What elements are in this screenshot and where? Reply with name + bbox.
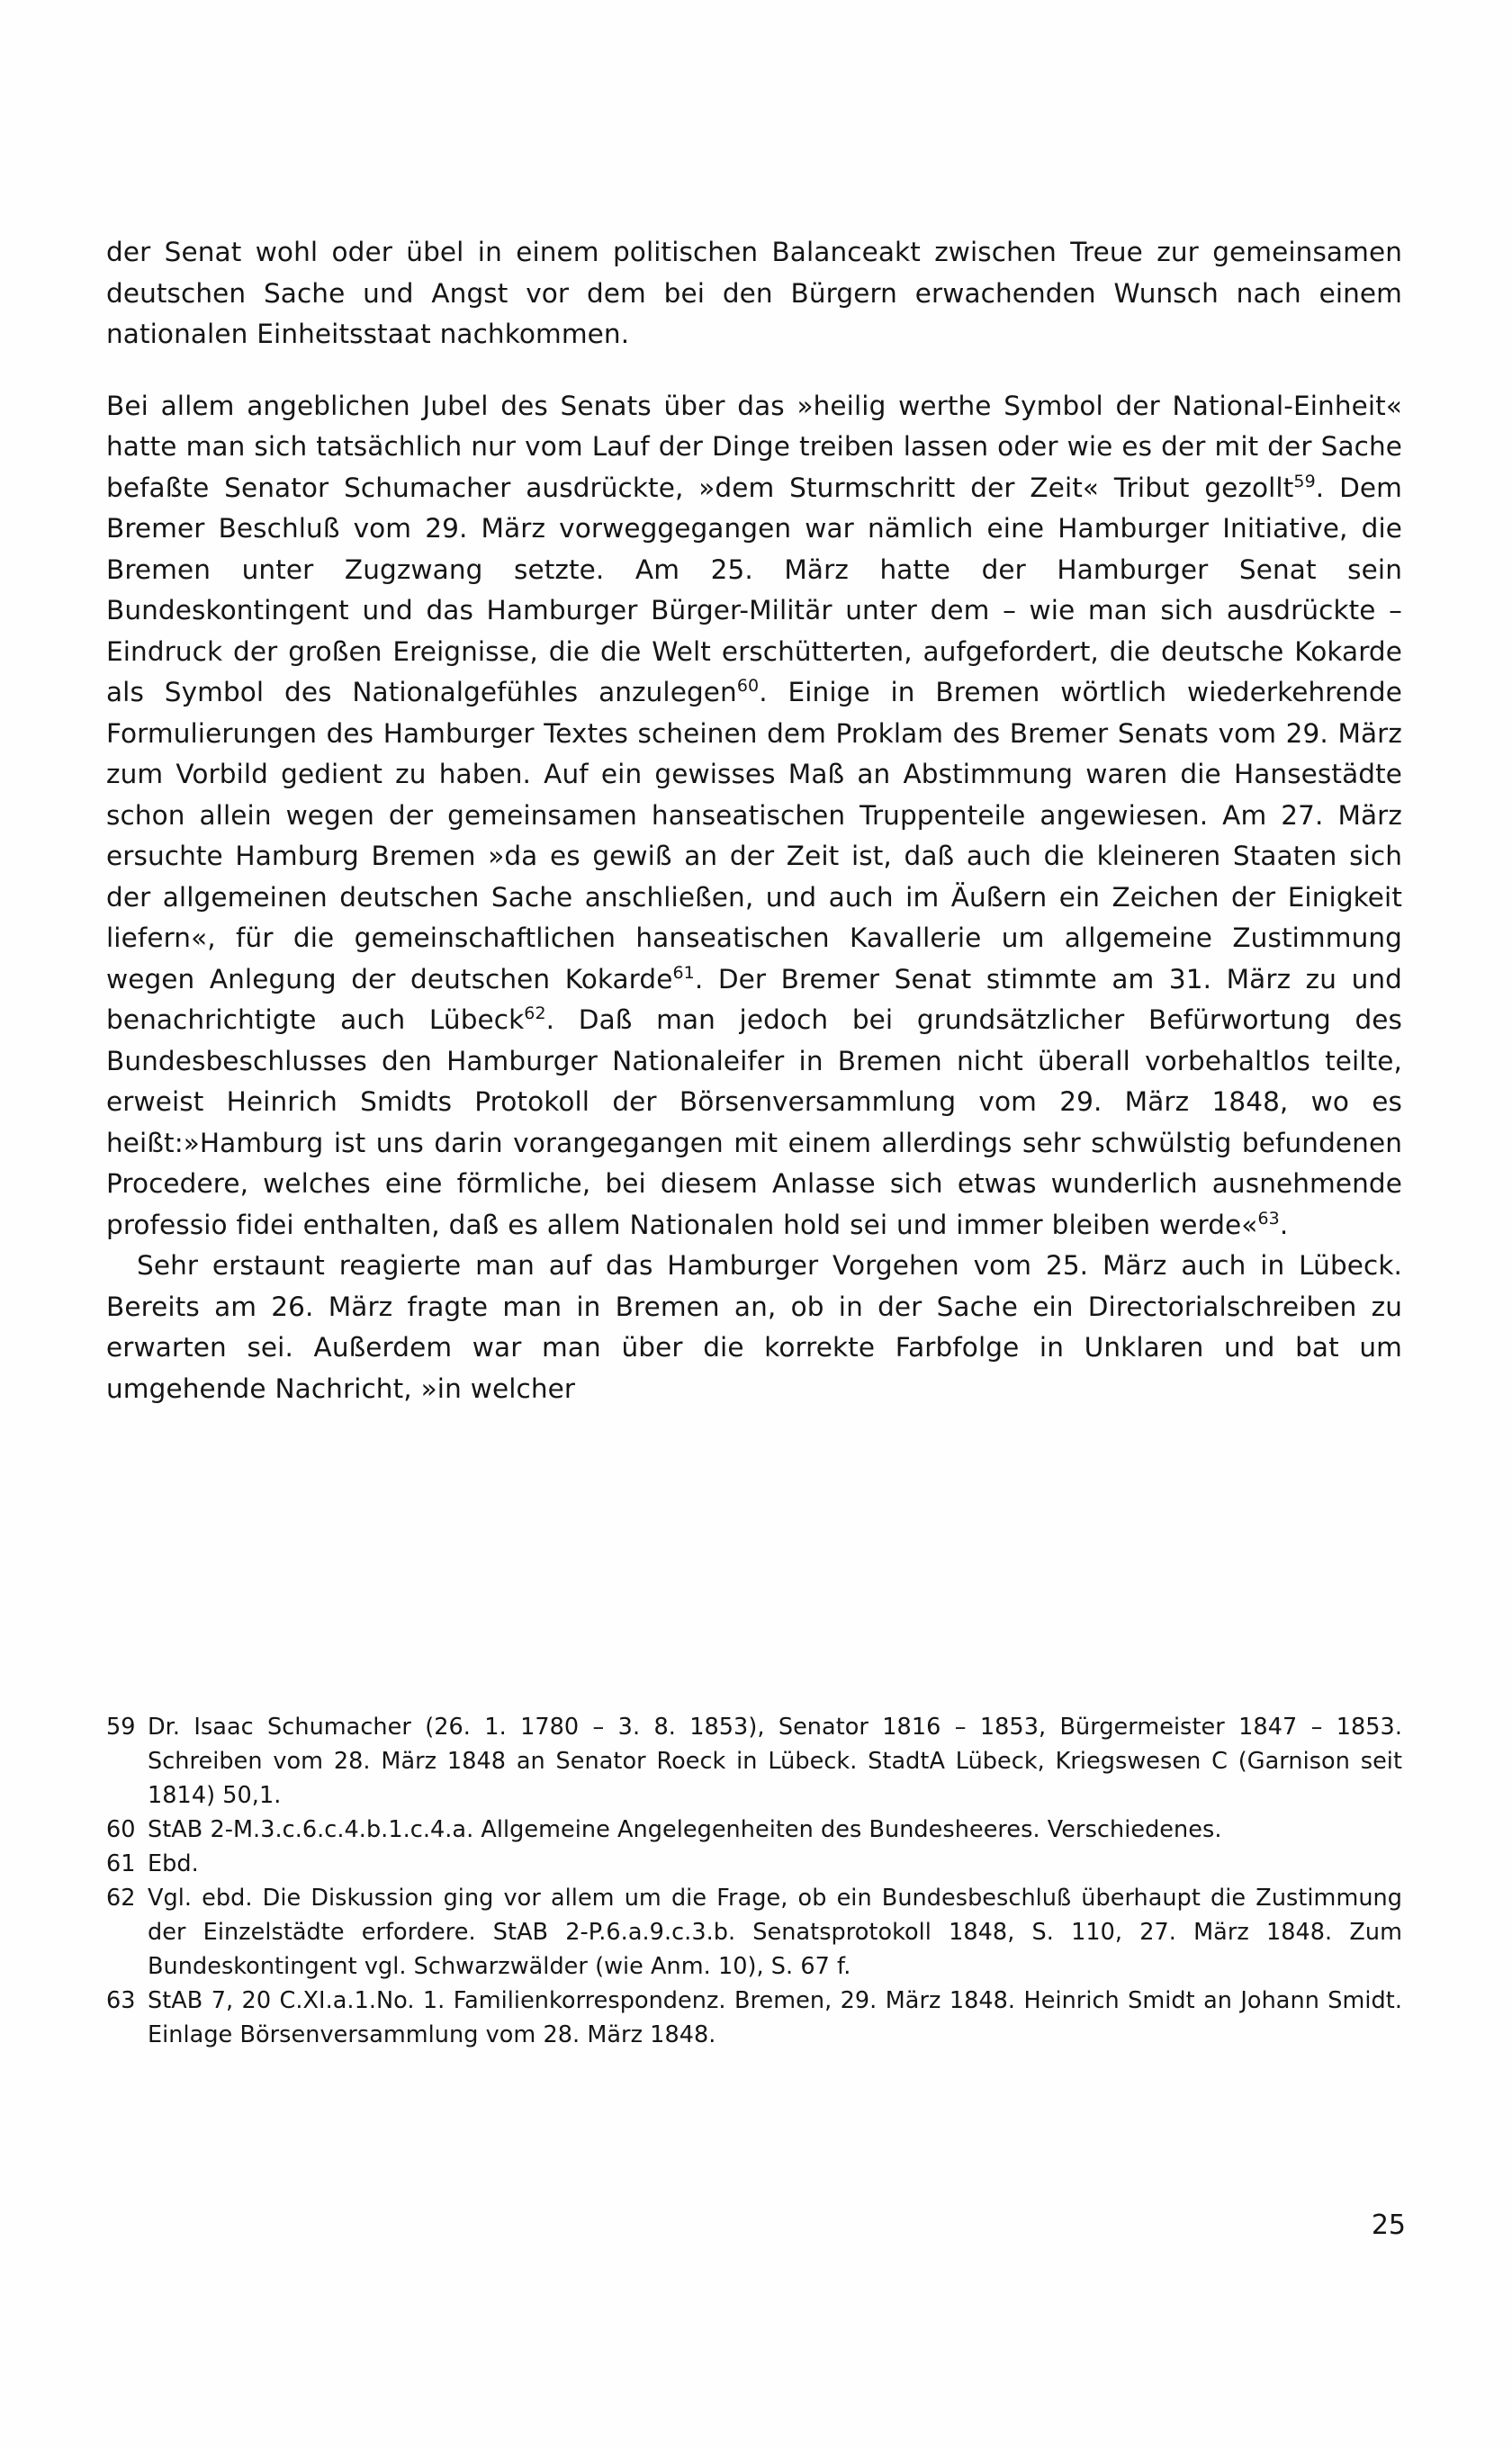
- footnote-ref-60[interactable]: 60: [736, 676, 760, 697]
- footnote-text: Ebd.: [148, 1850, 199, 1877]
- footnote-number: 61: [106, 1850, 136, 1877]
- footnote-item: [106, 1813, 1402, 1847]
- footnote-number: 60: [106, 1816, 136, 1843]
- paragraph-main-segment-4: . Der Bremer Senat stimmte am 31. März zu und benachrichtigte auch Lübeck: [106, 963, 1402, 1035]
- paragraph-main-segment-6: .: [1279, 1209, 1289, 1240]
- footnote-number: 63: [106, 1987, 136, 2014]
- footnote-item: [106, 1984, 1402, 2052]
- paragraph-continuation: der Senat wohl oder übel in einem politischen Balanceakt zwischen Treue zur gemeinsamen deutschen Sache und Angst vor dem bei den Bürgern erwachenden Wunsch nach einem nationalen Einheitsstaat nachkommen.: [106, 237, 1402, 349]
- footnote-number: 59: [106, 1714, 136, 1741]
- footnote-ref-59[interactable]: 59: [1293, 471, 1316, 491]
- footnote-item: [106, 1710, 1402, 1813]
- paragraph-final: Sehr erstaunt reagierte man auf das Hamburger Vorgehen vom 25. März auch in Lübeck. Bereits am 26. März fragte man in Bremen an, ob in der Sache ein Directorialschreiben zu erwarten sei. Außerdem war man über die korrekte Farbfolge in Unklaren und bat um umgehende Nachricht, »in welcher: [106, 1250, 1402, 1404]
- footnote-text: StAB 7, 20 C.XI.a.1.No. 1. Familienkorrespondenz. Bremen, 29. März 1848. Heinrich Smidt an Johann Smidt. Einlage Börsenversammlung vom 28. März 1848.: [148, 1987, 1402, 2048]
- footnote-ref-63[interactable]: 63: [1257, 1208, 1280, 1228]
- paragraph-main-segment-1: Bei allem angeblichen Jubel des Senats über das »heilig werthe Symbol der National-Einheit« hatte man sich tatsächlich nur vom Lauf der Dinge treiben lassen oder wie es der mit der Sache befaßte Senator Schumacher ausdrückte, »dem Sturmschritt der Zeit« Tribut gezollt: [106, 390, 1402, 503]
- footnote-text: Dr. Isaac Schumacher (26. 1. 1780 – 3. 8. 1853), Senator 1816 – 1853, Bürgermeister 1847 – 1853. Schreiben vom 28. März 1848 an Senator Roeck in Lübeck. StadtA Lübeck, Kriegswesen C (Garnison seit 1814) 50,1.: [148, 1714, 1402, 1809]
- footnote-ref-62[interactable]: 62: [524, 1004, 546, 1024]
- paragraph-main: [106, 386, 1402, 1246]
- footnote-ref-61[interactable]: 61: [672, 962, 695, 983]
- footnote-text: Vgl. ebd. Die Diskussion ging vor allem um die Frage, ob ein Bundesbeschluß überhaupt die Zustimmung der Einzelstädte erfordere. StAB 2-P.6.a.9.c.3.b. Senatsprotokoll 1848, S. 110, 27. März 1848. Zum Bundeskontingent vgl. Schwarzwälder (wie Anm. 10), S. 67 f.: [148, 1885, 1402, 1980]
- footnote-number: 62: [106, 1885, 136, 1912]
- paragraph-main-segment-5: . Daß man jedoch bei grundsätzlicher Befürwortung des Bundesbeschlusses den Hamburger Nationaleifer in Bremen nicht überall vorbehaltlos teilte, erweist Heinrich Smidts Protokoll der Börsenversammlung vom 29. März 1848, wo es heißt:»Hamburg ist uns darin vorangegangen mit einem allerdings sehr schwülstig befundenen Procedere, welches eine förmliche, bei diesem Anlasse sich etwas wunderlich ausnehmende professio fidei enthalten, daß es allem Nationalen hold sei und immer bleiben werde«: [106, 1004, 1403, 1240]
- paragraph-main-segment-3: . Einige in Bremen wörtlich wiederkehrende Formulierungen des Hamburger Textes scheinen dem Proklam des Bremer Senats vom 29. März zum Vorbild gedient zu haben. Auf ein gewisses Maß an Abstimmung waren die Hansestädte schon allein wegen der gemeinsamen hanseatischen Truppenteile angewiesen. Am 27. März ersuchte Hamburg Bremen »da es gewiß an der Zeit ist, daß auch die kleineren Staaten sich der allgemeinen deutschen Sache anschließen, und auch im Äußern ein Zeichen der Einigkeit liefern«, für die gemeinschaftlichen hanseatischen Kavallerie um allgemeine Zustimmung wegen Anlegung der deutschen Kokarde: [106, 677, 1402, 994]
- page-body-text: [106, 232, 1402, 1409]
- footnote-item: [106, 1847, 1402, 1881]
- page-number: 25: [1371, 2210, 1406, 2241]
- paragraph-main-segment-2: . Dem Bremer Beschluß vom 29. März vorweggegangen war nämlich eine Hamburger Initiative, die Bremen unter Zugzwang setzte. Am 25. März hatte der Hamburger Senat sein Bundeskontingent und das Hamburger Bürger-Militär unter dem – wie man sich ausdrückte – Eindruck der großen Ereignisse, die die Welt erschütterten, aufgefordert, die deutsche Kokarde als Symbol des Nationalgefühles anzulegen: [106, 472, 1402, 707]
- footnote-item: [106, 1881, 1402, 1984]
- footnote-text: StAB 2-M.3.c.6.c.4.b.1.c.4.a. Allgemeine Angelegenheiten des Bundesheeres. Verschiedenes.: [148, 1816, 1222, 1843]
- footnote-section: [106, 1710, 1402, 2052]
